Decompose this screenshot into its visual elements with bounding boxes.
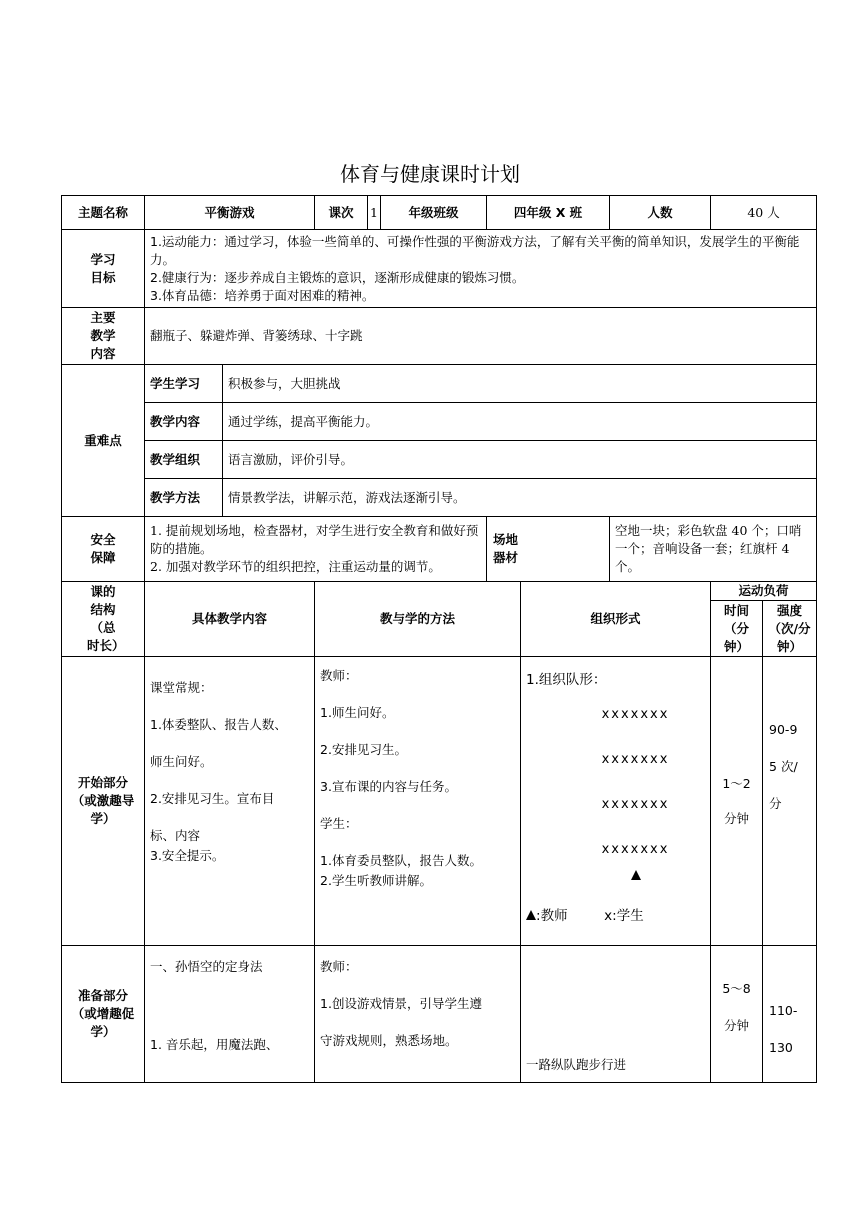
venue-label: [487, 517, 610, 582]
start-content-line: 标、内容: [150, 828, 201, 843]
start-content-line: 课堂常规：: [150, 680, 213, 695]
start-method-line: 3.宣布课的内容与任务。: [320, 779, 457, 794]
start-content-line: 师生问好。: [150, 754, 213, 769]
start-intensity-line: 90-9: [769, 722, 798, 737]
key-point-row: [62, 479, 817, 517]
time-header-text: 时间（分钟）: [724, 602, 750, 654]
prep-content: [145, 946, 315, 1083]
structure-col1-text: 课的结构（总时长）: [87, 584, 125, 653]
main-content-label: [62, 308, 145, 365]
formation: [526, 704, 705, 887]
grade-value: 四年级 X 班: [487, 196, 610, 230]
goals-list: [145, 230, 817, 308]
goal-item: 1.运动能力：通过学习，体验一些简单的、可操作性强的平衡游戏方法，了解有关平衡的简单知识，发展学生的平衡能力。: [150, 234, 800, 267]
legend-student: x:学生: [604, 908, 644, 924]
prep-time-line: 5～8: [722, 981, 751, 996]
prep-intensity-line: 110-: [769, 1003, 798, 1018]
start-intensity-line: 5 次/: [769, 759, 798, 774]
intensity-header-text: 强度（次/分钟）: [768, 602, 811, 654]
goal-item: 2.健康行为：逐步养成自主锻炼的意识，逐渐形成健康的锻炼习惯。: [150, 270, 525, 285]
formation-row: xxxxxxx: [601, 797, 670, 812]
start-section-label-text: 开始部分（或激趣导学）: [71, 775, 135, 826]
topic-label: 主题名称: [62, 196, 145, 230]
structure-col1: [62, 582, 145, 657]
prep-organization: 一路纵队跑步行进: [521, 946, 711, 1083]
venue-label-text: 场地器材: [493, 532, 519, 565]
structure-col4: 组织形式: [521, 582, 711, 657]
start-method-line: 1.体育委员整队，报告人数。: [320, 853, 482, 868]
start-method-line: 2.学生听教师讲解。: [320, 873, 432, 888]
safety-label: [62, 517, 145, 582]
teacher-position: [566, 865, 705, 887]
safety-row: [62, 517, 817, 582]
start-method-line: 教师：: [320, 668, 358, 683]
count-value: 40 人: [711, 196, 817, 230]
prep-intensity: [763, 946, 817, 1083]
key-point-row: [62, 441, 817, 479]
key-point-row: [62, 403, 817, 441]
start-intensity-line: 分: [769, 796, 782, 811]
start-content-line: 2.安排见习生。宣布目: [150, 791, 275, 806]
grade-label: 年级班级: [381, 196, 487, 230]
lesson-plan-table: [61, 195, 817, 1083]
key-point-row: [62, 365, 817, 403]
lesson-label: 课次: [315, 196, 368, 230]
start-time-line: 分钟: [724, 810, 750, 826]
start-content-line: 1.体委整队、报告人数、: [150, 717, 287, 732]
prep-intensity-line: 130: [769, 1040, 793, 1055]
formation-row: xxxxxxx: [601, 752, 670, 767]
lesson-value: 1: [368, 196, 381, 230]
page-title: 体育与健康课时计划: [340, 162, 520, 186]
key-point-label: 教学内容: [145, 403, 223, 441]
key-point-value: 通过学练，提高平衡能力。: [223, 403, 817, 441]
key-point-value: 情景教学法，讲解示范，游戏法逐渐引导。: [223, 479, 817, 517]
prep-section-label: [62, 946, 145, 1083]
key-point-label: 学生学习: [145, 365, 223, 403]
start-methods: [315, 657, 521, 946]
load-header: 运动负荷: [711, 582, 817, 601]
start-content-line: 3.安全提示。: [150, 848, 225, 863]
safety-label-text: 安全保障: [90, 532, 116, 565]
count-label: 人数: [610, 196, 711, 230]
key-point-value: 语言激励，评价引导。: [223, 441, 817, 479]
prep-content-line: 1. 音乐起，用魔法跑、: [150, 1037, 279, 1052]
start-method-line: 2.安排见习生。: [320, 742, 407, 757]
structure-col3: 教与学的方法: [315, 582, 521, 657]
goals-label-text: 学习目标: [90, 251, 116, 285]
organization-title: 1.组织队形：: [526, 672, 607, 688]
main-content-row: [62, 308, 817, 365]
main-content-label-text: 主要教学内容: [90, 310, 116, 361]
key-point-label: 教学组织: [145, 441, 223, 479]
prep-content-line: 一、孙悟空的定身法: [150, 959, 263, 974]
structure-header-row: [62, 582, 817, 601]
prep-method-line: 1.创设游戏情景，引导学生遵: [320, 996, 482, 1011]
prep-method-line: 守游戏规则，熟悉场地。: [320, 1033, 458, 1048]
legend-teacher: :教师: [536, 908, 568, 924]
start-section-row: [62, 657, 817, 946]
goal-item: 3.体育品德：培养勇于面对困难的精神。: [150, 288, 375, 303]
formation-row: xxxxxxx: [601, 842, 670, 857]
formation-row: xxxxxxx: [601, 707, 670, 722]
start-method-line: 学生：: [320, 816, 358, 831]
teacher-legend-icon: [526, 910, 536, 920]
safety-item: 2. 加强对教学环节的组织把控，注重运动量的调节。: [150, 559, 441, 574]
start-intensity: [763, 657, 817, 946]
key-points-label: 重难点: [62, 365, 145, 517]
safety-list: [145, 517, 487, 582]
start-time: [711, 657, 763, 946]
intensity-header: [763, 601, 817, 657]
formation-legend: [526, 905, 705, 927]
main-content-value: 翻瓶子、躲避炸弹、背篓绣球、十字跳: [145, 308, 817, 365]
prep-methods: [315, 946, 521, 1083]
goals-row: [62, 230, 817, 308]
prep-method-line: 教师：: [320, 959, 358, 974]
start-method-line: 1.师生问好。: [320, 705, 395, 720]
goals-label: [62, 230, 145, 308]
key-point-label: 教学方法: [145, 479, 223, 517]
prep-section-row: [62, 946, 817, 1083]
prep-time: [711, 946, 763, 1083]
start-section-label: [62, 657, 145, 946]
structure-col2: 具体教学内容: [145, 582, 315, 657]
safety-item: 1. 提前规划场地，检查器材，对学生进行安全教育和做好预防的措施。: [150, 523, 479, 556]
start-organization: [521, 657, 711, 946]
key-point-value: 积极参与，大胆挑战: [223, 365, 817, 403]
topic-value: 平衡游戏: [145, 196, 315, 230]
start-time-line: 1～2: [722, 775, 751, 791]
teacher-triangle-icon: [631, 870, 641, 880]
venue-value: 空地一块；彩色软盘 40 个；口哨一个；音响设备一套；红旗杆 4 个。: [610, 517, 817, 582]
time-header: [711, 601, 763, 657]
header-row: [62, 196, 817, 230]
prep-time-line: 分钟: [724, 1018, 750, 1033]
start-content: [145, 657, 315, 946]
prep-section-label-text: 准备部分（或增趣促学）: [71, 988, 135, 1039]
